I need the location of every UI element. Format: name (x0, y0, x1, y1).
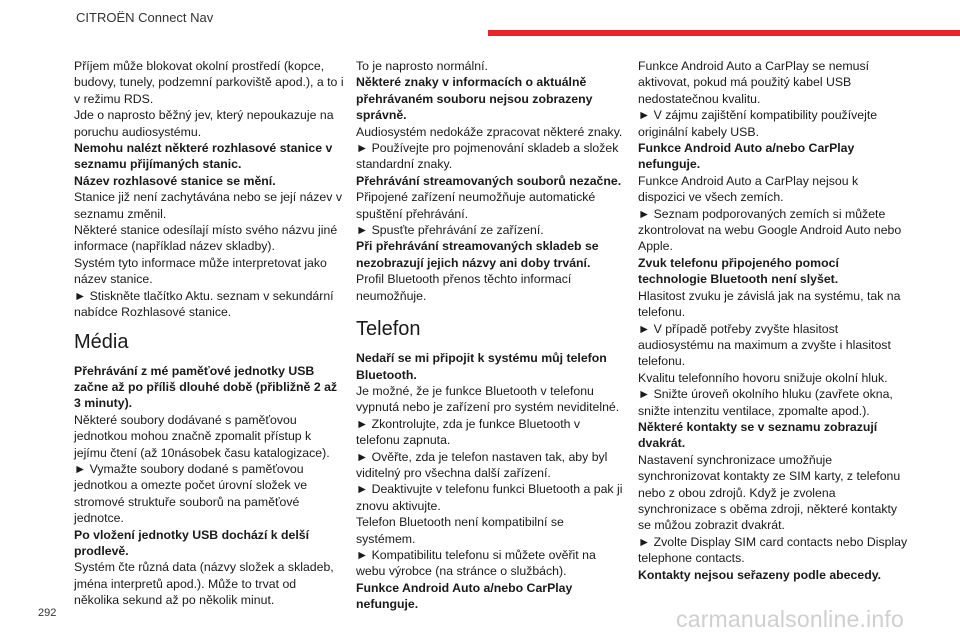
question-heading: Nemohu nalézt některé rozhlasové stanice v seznamu přijímaných stanic. (74, 141, 333, 172)
paragraph: Připojené zařízení neumožňuje automatické spuštění přehrávání. (356, 190, 596, 221)
paragraph: To je naprosto normální. (356, 59, 488, 73)
instruction: ► Vymažte soubory dodané s paměťovou jednotkou a omezte počet úrovní složek ve stromové struktuře souborů na paměťové jednotce. (74, 461, 308, 526)
instruction: ► Kompatibilitu telefonu si můžete ověřit na webu výrobce (na stránce o službách). (356, 547, 596, 579)
instruction: ► Snižte úroveň okolního hluku (zavřete okna, snižte intenzitu ventilace, zpomalte apod.). (638, 387, 893, 418)
paragraph: Některé stanice odesílají místo svého názvu jiné informace (například název skladby). (74, 223, 338, 254)
question-heading: Přehrávání streamovaných souborů nezačne. (356, 173, 622, 188)
paragraph: Stanice již není zachytávána nebo se její název v seznamu změnil. (74, 190, 342, 221)
question-heading: Nedaří se mi připojit k systému můj telefon Bluetooth. (356, 351, 607, 382)
instruction: ► Seznam podporovaných zemích si můžete zkontrolovat na webu Google Android Auto nebo Apple. (638, 206, 902, 254)
question-heading: Kontakty nejsou seřazeny podle abecedy. (638, 567, 882, 582)
instruction: ► Používejte pro pojmenování skladeb a složek standardní znaky. (356, 141, 619, 172)
column-left (74, 58, 344, 609)
section-heading-media: Média (74, 330, 129, 353)
header-accent-bar (488, 30, 960, 36)
paragraph: Telefon Bluetooth není kompatibilní se systémem. (356, 515, 564, 546)
section-heading-telefon: Telefon (356, 318, 421, 341)
paragraph: Systém tyto informace může interpretovat jako název stanice. (74, 255, 327, 287)
header-title: CITROËN Connect Nav (76, 10, 214, 25)
column-right (638, 58, 908, 583)
paragraph: Nastavení synchronizace umožňuje synchronizovat kontakty ze SIM karty, z telefonu nebo z obou zdrojů. Když je zvolena synchronizace s oběma zdroji, některé kontakty se můžou zobrazit dvakrát. (638, 452, 901, 533)
paragraph: Jde o naprosto běžný jev, který nepoukazuje na poruchu audiosystému. (74, 108, 334, 139)
instruction: ► Stiskněte tlačítko Aktu. seznam v sekundární nabídce Rozhlasové stanice. (74, 288, 334, 320)
instruction: ► V případě potřeby zvyšte hlasitost audiosystému na maximum a zvyšte i hlasitost telefonu. (638, 321, 891, 369)
paragraph: Je možné, že je funkce Bluetooth v telefonu vypnutá nebo je zařízení pro systém neviditelné. (356, 383, 620, 415)
paragraph: Funkce Android Auto a CarPlay nejsou k dispozici ve všech zemích. (638, 173, 859, 205)
question-heading: Zvuk telefonu připojeného pomocí technologie Bluetooth není slyšet. (638, 255, 839, 287)
paragraph: Profil Bluetooth přenos těchto informací neumožňuje. (356, 272, 572, 303)
paragraph: Některé soubory dodávané s paměťovou jednotkou mohou značně zpomalit přístup k jejímu čtení (až 10násobek času katalogizace). (74, 412, 330, 460)
question-heading: Přehrávání z mé paměťové jednotky USB začne až po příliš dlouhé době (přibližně 2 až 3 minuty). (74, 363, 338, 411)
question-heading: Některé kontakty se v seznamu zobrazují dvakrát. (638, 419, 878, 451)
paragraph: Hlasitost zvuku je závislá jak na systému, tak na telefonu. (638, 288, 901, 320)
paragraph: Funkce Android Auto a CarPlay se nemusí aktivovat, pokud má použitý kabel USB nedostatečnou kvalitu. (638, 59, 870, 106)
instruction: ► V zájmu zajištění kompatibility používejte originální kabely USB. (638, 108, 878, 139)
question-heading: Funkce Android Auto a/nebo CarPlay nefunguje. (638, 141, 855, 172)
question-heading: Při přehrávání streamovaných skladeb se nezobrazují jejich názvy ani doby trvání. (356, 239, 599, 270)
paragraph: Kvalitu telefonního hovoru snižuje okolní hluk. (638, 370, 888, 385)
instruction: ► Zkontrolujte, zda je funkce Bluetooth v telefonu zapnuta. (356, 416, 581, 448)
column-middle (356, 58, 626, 613)
paragraph: Příjem může blokovat okolní prostředí (kopce, budovy, tunely, podzemní parkoviště apod.), a to i v režimu RDS. (74, 59, 344, 106)
instruction: ► Deaktivujte v telefonu funkci Bluetooth a pak ji znovu aktivujte. (356, 482, 623, 513)
instruction: ► Zvolte Display SIM card contacts nebo Display telephone contacts. (638, 534, 908, 566)
watermark: carmanualsonline.info (676, 606, 904, 632)
paragraph: Audiosystém nedokáže zpracovat některé znaky. (356, 124, 623, 139)
question-heading: Funkce Android Auto a/nebo CarPlay nefunguje. (356, 580, 573, 612)
question-heading: Název rozhlasové stanice se mění. (74, 173, 276, 188)
page-number: 292 (38, 607, 57, 619)
instruction: ► Ověřte, zda je telefon nastaven tak, aby byl viditelný pro všechna další zařízení. (356, 449, 608, 480)
question-heading: Po vložení jednotky USB dochází k delší prodlevě. (74, 527, 310, 558)
paragraph: Systém čte různá data (názvy složek a skladeb, jména interpretů apod.). Může to trvat od několika sekund až po několik minut. (74, 560, 334, 608)
question-heading: Některé znaky v informacích o aktuálně přehrávaném souboru nejsou zobrazeny správně. (356, 75, 593, 123)
instruction: ► Spusťte přehrávání ze zařízení. (356, 223, 544, 238)
